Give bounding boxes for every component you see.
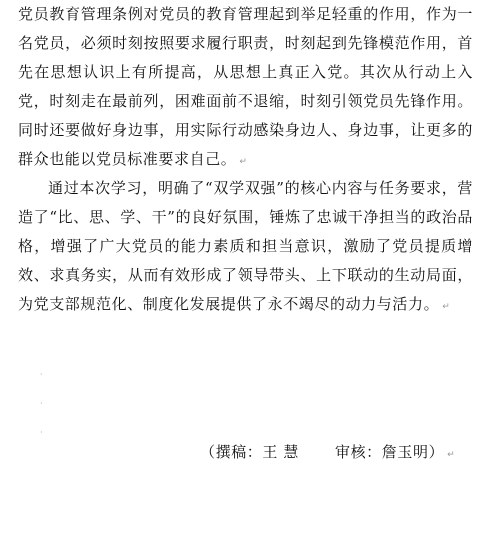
empty-line — [40, 420, 60, 437]
empty-paragraph-mark-icon: · — [40, 428, 43, 437]
empty-line — [40, 362, 60, 379]
signature-line — [200, 438, 455, 470]
paragraph-mark-icon: ↵ — [447, 450, 456, 460]
reviewer-credit: 审核：詹玉明） — [334, 443, 445, 461]
empty-paragraph-mark-icon: · — [40, 370, 43, 379]
paragraph-1-text: 党员教育管理条例对党员的教育管理起到举足轻重的作用，作为一名党员，必须时刻按照要求履行职责，时刻起到先锋模范作用，首先在思想认识上有所提高，从思想上真正入党。其次从行动上入党，时刻走在最前列，困难面前不退缩，时刻引领党员先锋作用。同时还要做好身边事，用实际行动感染身边人、身边事，让更多的群众也能以党员标准要求自己。 — [18, 5, 473, 168]
body-paragraph-2 — [18, 174, 473, 322]
body-paragraph-1 — [18, 0, 473, 177]
paragraph-mark-icon: ↵ — [442, 302, 451, 312]
empty-paragraph-mark-icon: · — [40, 399, 43, 408]
paragraph-mark-icon: ↵ — [239, 157, 248, 167]
empty-line — [40, 391, 60, 408]
paragraph-2-text: 通过本次学习，明确了“双学双强”的核心内容与任务要求，营造了“比、思、学、干”的良好氛围，锤炼了忠诚干净担当的政治品格，增强了广大党员的能力素质和担当意识，激励了党员提质增效、求真务实，从而有效形成了领导带头、上下联动的生动局面，为党支部规范化、制度化发展提供了永不竭尽的动力与活力。 — [18, 179, 473, 313]
author-credit: （撰稿：王 慧 — [200, 443, 299, 461]
